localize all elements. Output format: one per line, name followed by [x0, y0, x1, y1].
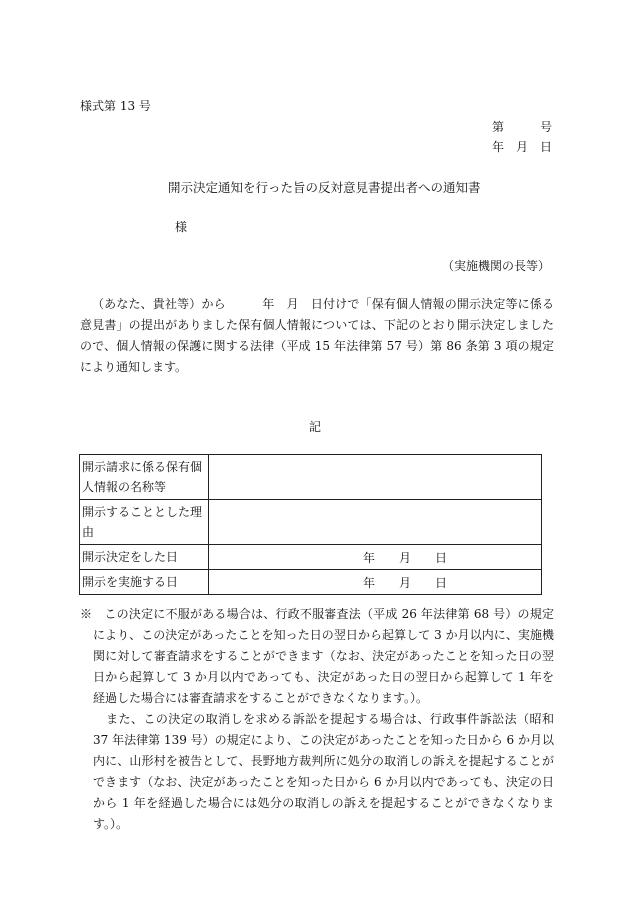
- row-value-reason: [209, 500, 542, 545]
- table-row: [80, 545, 542, 570]
- table-row: [80, 455, 542, 500]
- row-label-info-name: 開示請求に係る保有個人情報の名称等: [80, 455, 209, 500]
- sender: （実施機関の長等）: [441, 259, 550, 273]
- row-label-implementation-date: 開示を実施する日: [80, 570, 209, 595]
- record-table: [79, 454, 542, 595]
- row-value-decision-date: 年 月 日: [209, 545, 542, 570]
- row-value-info-name: [209, 455, 542, 500]
- row-value-implementation-date: 年 月 日: [209, 570, 542, 595]
- table-row: [80, 500, 542, 545]
- ki-heading: 記: [309, 420, 322, 434]
- row-label-reason: 開示することとした理由: [80, 500, 209, 545]
- note-appeal: ※ この決定に不服がある場合は、行政不服審査法（平成 26 年法律第 68 号）の規定により、この決定があったことを知った日の翌日から起算して 3 か月以内に、実施機関に対して審査請求をすることができます（なお、決定があったことを知った日の翌日から起算して 3 か月以内であっても、決定があった日の翌日から起算して 1 年を経過した場合には審査請求をすることができなくなります。）。: [80, 607, 554, 705]
- body-text: （あなた、貴社等）から 年 月 日付けで「保有個人情報の開示決定等に係る意見書」の提出がありました保有個人情報については、下記のとおり開示決定しましたので、個人情報の保護に関する法律（平成 15 年法律第 57 号）第 86 条第 3 項の規定により通知します。: [80, 297, 554, 374]
- form-number: 様式第 13 号: [80, 99, 151, 113]
- body-paragraph: [80, 294, 554, 378]
- document-date: 年 月 日: [492, 140, 553, 154]
- addressee: 様: [175, 220, 188, 234]
- notes: [80, 604, 554, 835]
- document-number: 第 号: [492, 120, 553, 134]
- document-title: 開示決定通知を行った旨の反対意見書提出者への通知書: [168, 180, 481, 195]
- row-label-decision-date: 開示決定をした日: [80, 545, 209, 570]
- table-row: [80, 570, 542, 595]
- note-lawsuit: また、この決定の取消しを求める訴訟を提起する場合は、行政事件訴訟法（昭和 37 年法律第 139 号）の規定により、この決定があったことを知った日から 6 か月以内に、山形村を被告として、長野地方裁判所に処分の取消しの訴えを提起することができます（なお、決定があったことを知った日から 6 か月以内であっても、決定の日から 1 年を経過した場合には処分の取消しの訴えを提起することができなくなります。）。: [93, 712, 554, 831]
